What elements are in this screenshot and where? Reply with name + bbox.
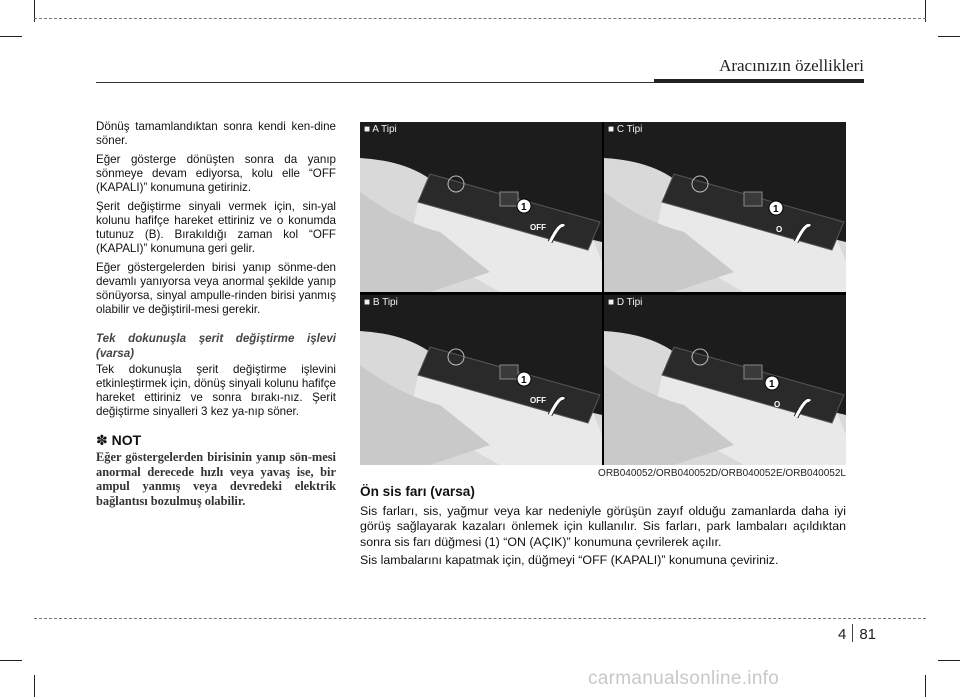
section-title: Aracınızın özellikleri (719, 56, 864, 75)
paragraph: Eğer gösterge dönüşten sonra da yanıp sönmeye devam ediyorsa, kolu elle “OFF (KAPALI)” konumuna getiriniz. (96, 153, 336, 194)
paragraph: Eğer göstergelerden birisi yanıp sönme-den devamlı yanıyorsa veya anormal şekilde yanıp sönüyorsa, sinyal ampulle-rinden birisi yanmış olabilir ve değiştiril-mesi gerekir. (96, 261, 336, 316)
panel-label: ■ C Tipi (608, 124, 643, 135)
figure-panel-b (360, 295, 602, 465)
stalk-illustration (604, 122, 846, 292)
stalk-illustration (604, 295, 846, 465)
figure-panel-a (360, 122, 602, 292)
left-column (96, 120, 336, 508)
crop-mark (0, 660, 22, 661)
watermark: carmanualsonline.info (588, 668, 780, 689)
crop-mark (34, 675, 35, 697)
paragraph: Dönüş tamamlandıktan sonra kendi ken-dine söner. (96, 120, 336, 147)
fog-light-section (360, 484, 846, 572)
stalk-illustration (360, 295, 602, 465)
paragraph: Tek dokunuşla şerit değiştirme işlevini etkinleştirmek için, dönüş sinyali kolunu hafifçe hareket ettiriniz ve sonra bırakı-nız. Şerit değiştirme sinyalleri 3 kez ya-nıp söner. (96, 363, 336, 418)
paragraph: Sis lambalarını kapatmak için, düğmeyi “OFF (KAPALI)” konumuna çeviriniz. (360, 553, 779, 567)
crop-mark (938, 36, 960, 37)
stalk-illustration (360, 122, 602, 292)
number-mark: 1 (773, 204, 779, 215)
chapter-number: 4 (838, 626, 847, 643)
panel-label: ■ A Tipi (364, 124, 397, 135)
crop-mark (925, 675, 926, 697)
number-mark: 1 (769, 379, 775, 390)
note-text: Eğer göstergelerden birisinin yanıp sön-mesi anormal derecede hızlı veya yavaş ise, bir ampul yanmış veya devredeki elektrik bağlantısı bozulmuş olabilir. (96, 450, 336, 508)
section-heading: Ön sis farı (varsa) (360, 484, 475, 499)
number-mark: 1 (521, 202, 527, 213)
number-mark: 1 (521, 375, 527, 386)
header-accent-bar (654, 79, 864, 83)
figure-code: ORB040052/ORB040052D/ORB040052E/ORB040052L (598, 468, 846, 479)
bottom-dashed-line (34, 618, 926, 619)
crop-mark (938, 660, 960, 661)
paragraph: Sis farları, sis, yağmur veya kar nedeniyle görüşün zayıf olduğu zamanlarda daha iyi görüş sağlayarak kazaları önlemek için kullanılır. Sis farları, park lambaları açıldıktan sonra sis farı düğmesi (1) “ON (AÇIK)” konumuna çevrilerek açılır. (360, 503, 846, 549)
figure-panel-d (604, 295, 846, 465)
o-mark: O (774, 400, 781, 409)
subheading: Tek dokunuşla şerit değiştirme işlevi (varsa) (96, 332, 336, 360)
page-number (838, 624, 876, 643)
off-mark: OFF (530, 396, 546, 405)
paragraph: Şerit değiştirme sinyali vermek için, sin-yal kolunu hafifçe hareket ettiriniz ve o konumda tutunuz (B). Bırakıldığı zaman kol “OFF (KAPALI)” konumuna geri gelir. (96, 200, 336, 255)
note-heading: ✽ NOT (96, 432, 142, 448)
o-mark: O (776, 225, 783, 234)
page-number-separator (852, 624, 853, 642)
panel-label: ■ B Tipi (364, 297, 398, 308)
page-number-value: 81 (859, 626, 877, 643)
off-mark: OFF (530, 223, 546, 232)
crop-mark (0, 36, 22, 37)
figure-panel-c (604, 122, 846, 292)
top-dashed-line (34, 18, 926, 19)
panel-label: ■ D Tipi (608, 297, 643, 308)
figure-stalk-illustrations (360, 122, 846, 465)
